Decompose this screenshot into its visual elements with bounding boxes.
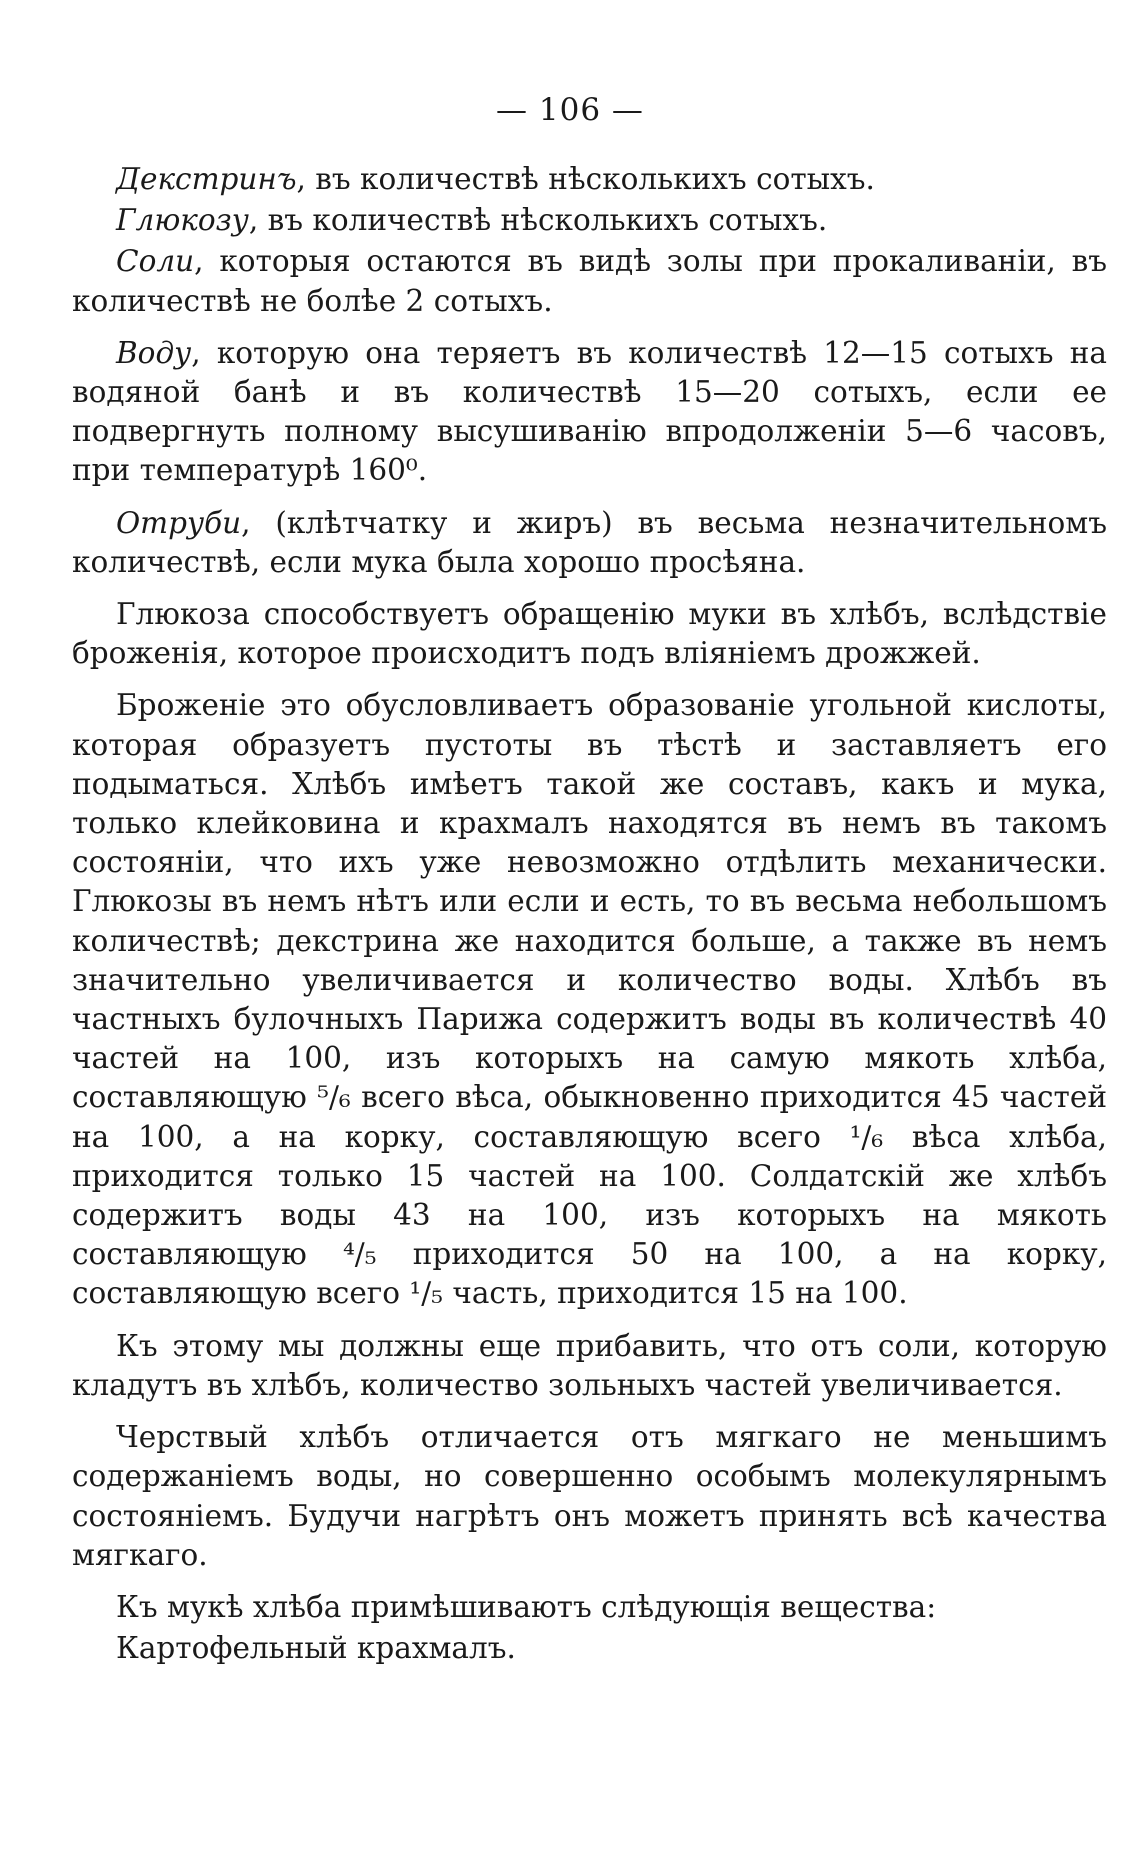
paragraph-salt-ash xyxy=(72,1327,1107,1405)
paragraph-text: , которыя остаются въ видѣ золы при прокаливаніи, въ количествѣ не болѣе 2 сотыхъ. xyxy=(72,244,1107,318)
paragraph-admixtures xyxy=(72,1588,1107,1627)
paragraph-bran xyxy=(72,504,1107,582)
paragraph-salts xyxy=(72,242,1107,320)
term-glucose: Глюкозу xyxy=(116,203,249,238)
paragraph-text: , въ количествѣ нѣсколькихъ сотыхъ. xyxy=(296,162,875,196)
paragraph-text: Къ мукѣ хлѣба примѣшиваютъ слѣдующія вещества: xyxy=(116,1589,937,1624)
paragraph-text: Глюкоза способствуетъ обращенію муки въ хлѣбъ, вслѣдствіе броженія, которое происходитъ подъ вліяніемъ дрожжей. xyxy=(72,597,1107,671)
paragraph-water xyxy=(72,334,1107,491)
term-water: Воду xyxy=(116,335,192,370)
term-dextrin: Декстринъ xyxy=(116,162,297,196)
paragraph-bread-composition xyxy=(72,686,1107,1313)
paragraph-text: Черствый хлѣбъ отличается отъ мягкаго не меньшимъ содержаніемъ воды, но совершенно особымъ молекулярнымъ состояніемъ. Будучи нагрѣтъ онъ можетъ принять всѣ качества мягкаго. xyxy=(72,1420,1107,1572)
page-number: — 106 — xyxy=(496,92,644,128)
paragraph-dextrin xyxy=(72,160,1107,199)
page-body xyxy=(72,160,1107,1668)
paragraph-text: , которую она теряетъ въ количествѣ 12—15 сотыхъ на водяной банѣ и въ количествѣ 15—20 сотыхъ, если ее подвергнуть полному высушиванію впродолженіи 5—6 часовъ, при температурѣ 160⁰. xyxy=(72,335,1107,488)
paragraph-text: , въ количествѣ нѣсколькихъ сотыхъ. xyxy=(248,203,828,238)
paragraph-text: Картофельный крахмалъ. xyxy=(116,1631,516,1666)
paragraph-text: Броженіе это обусловливаетъ образованіе угольной кислоты, которая образуетъ пустоты въ тѣстѣ и заставляетъ его подыматься. Хлѣбъ имѣетъ такой же составъ, какъ и мука, только клейковина и крахмалъ находятся въ немъ въ такомъ состояніи, что ихъ уже невозможно отдѣлить механически. Глюкозы въ немъ нѣтъ или если и есть, то въ весьма небольшомъ количествѣ; декстрина же находится больше, а также въ немъ значительно увеличивается и количество воды. Хлѣбъ въ частныхъ булочныхъ Парижа содержитъ воды въ количествѣ 40 частей на 100, изъ которыхъ на самую мякоть хлѣба, составляющую ⁵/₆ всего вѣса, обыкновенно приходится 45 частей на 100, а на корку, составляющую всего ¹/₆ вѣса хлѣба, приходится только 15 частей на 100. Солдатскій же хлѣбъ содержитъ воды 43 на 100, изъ которыхъ на мякоть составляющую ⁴/₅ приходится 50 на 100, а на корку, составляющую всего ¹/₅ часть, приходится 15 на 100. xyxy=(72,688,1107,1311)
term-bran: Отруби xyxy=(116,505,242,540)
paragraph-stale-bread xyxy=(72,1418,1107,1575)
paragraph-glucose-fermentation xyxy=(72,595,1107,673)
paragraph-text: , (клѣтчатку и жиръ) въ весьма незначительномъ количествѣ, если мука была хорошо просѣяна. xyxy=(72,505,1107,579)
term-salts: Соли xyxy=(116,244,195,279)
paragraph-text: Къ этому мы должны еще прибавить, что отъ соли, которую кладутъ въ хлѣбъ, количество зольныхъ частей увеличивается. xyxy=(72,1328,1107,1402)
paragraph-glucose xyxy=(72,201,1107,240)
paragraph-potato-starch xyxy=(72,1629,1107,1668)
